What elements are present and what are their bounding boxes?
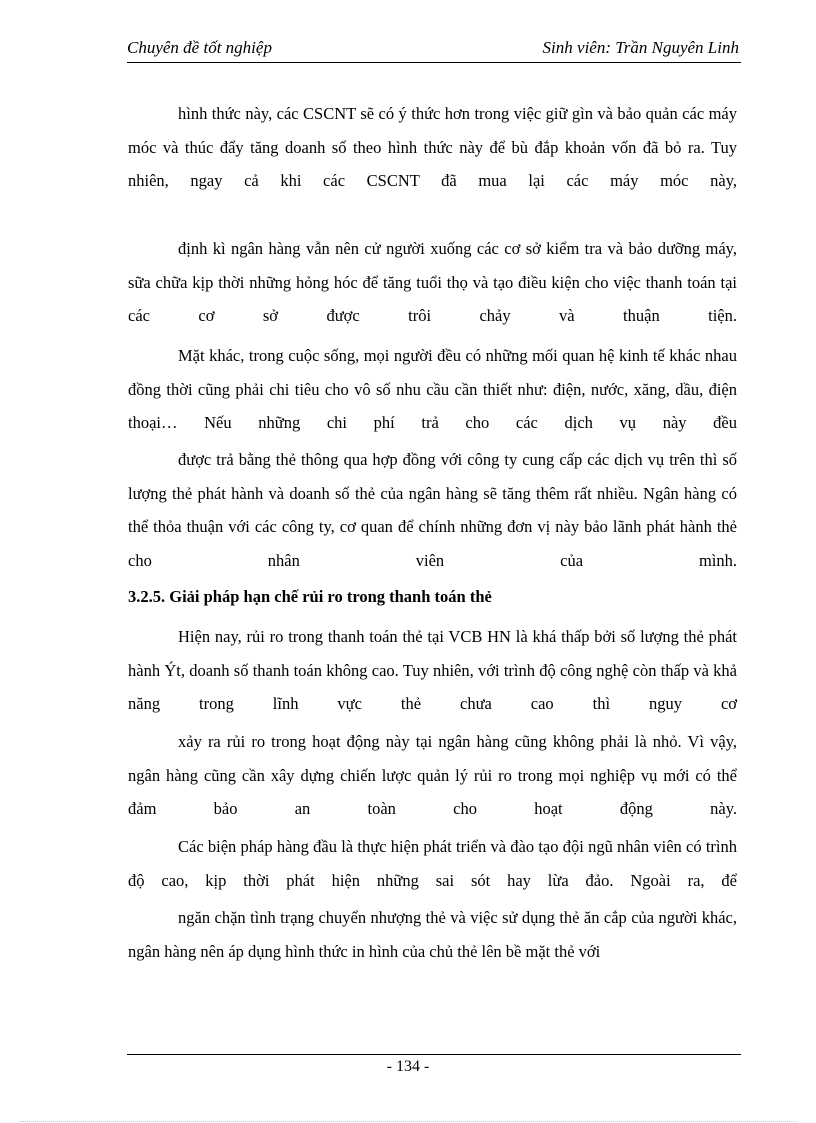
header-title: Chuyên đề tốt nghiệp (127, 38, 272, 57)
footer-divider (127, 1054, 741, 1055)
page-header (127, 36, 741, 63)
page-bottom-edge (20, 1121, 796, 1122)
paragraph-5: Hiện nay, rủi ro trong thanh toán thẻ tại VCB HN là khá thấp bởi số lượng thẻ phát hành Ýt, doanh số thanh toán không cao. Tuy nhiên, với trình độ công nghệ còn thấp và khả năng trong lĩnh vực thẻ chưa cao thì nguy cơ (128, 627, 737, 713)
paragraph-8: ngăn chặn tình trạng chuyển nhượng thẻ và việc sử dụng thẻ ăn cắp của người khác, ngân hàng nên áp dụng hình thức in hình của chủ thẻ lên bề mặt thẻ với (128, 908, 737, 961)
page-number: - 134 - (386, 1058, 430, 1075)
paragraph-1: hình thức này, các CSCNT sẽ có ý thức hơn trong việc giữ gìn và bảo quản các máy móc và thúc đẩy tăng doanh số theo hình thức này để bù đắp khoản vốn đã bỏ ra. Tuy nhiên, ngay cả khi các CSCNT đã mua lại các máy móc này, (128, 104, 737, 190)
section-heading: 3.2.5. Giải pháp hạn chế rủi ro trong thanh toán thẻ (128, 587, 492, 606)
paragraph-4: được trả bằng thẻ thông qua hợp đồng với công ty cung cấp các dịch vụ trên thì số lượng thẻ phát hành và doanh số thẻ của ngân hàng sẽ tăng thêm rất nhiều. Ngân hàng có thể thỏa thuận với các công ty, cơ quan để chính những đơn vị này bảo lãnh phát hành thẻ cho nhân viên của mình. (128, 450, 737, 570)
header-author: Sinh viên: Trần Nguyên Linh (542, 38, 739, 57)
paragraph-6: xảy ra rủi ro trong hoạt động này tại ngân hàng cũng không phải là nhỏ. Vì vậy, ngân hàng cũng cần xây dựng chiến lược quản lý rủi ro trong mọi nghiệp vụ mới có thể đảm bảo an toàn cho hoạt động này. (128, 732, 737, 818)
paragraph-3: Mặt khác, trong cuộc sống, mọi người đều có những mối quan hệ kinh tế khác nhau đồng thời cũng phải chi tiêu cho vô số nhu cầu cần thiết như: điện, nước, xăng, dầu, điện thoại… Nếu những chi phí trả cho các dịch vụ này đều (128, 346, 737, 432)
paragraph-2: định kì ngân hàng vẫn nên cử người xuống các cơ sở kiểm tra và bảo dưỡng máy, sữa chữa kịp thời những hỏng hóc để tăng tuổi thọ và tạo điều kiện cho việc thanh toán tại các cơ sở được trôi chảy và thuận tiện. (128, 239, 737, 325)
paragraph-7: Các biện pháp hàng đầu là thực hiện phát triển và đào tạo đội ngũ nhân viên có trình độ cao, kịp thời phát hiện những sai sót hay lừa đảo. Ngoài ra, để (128, 837, 737, 890)
